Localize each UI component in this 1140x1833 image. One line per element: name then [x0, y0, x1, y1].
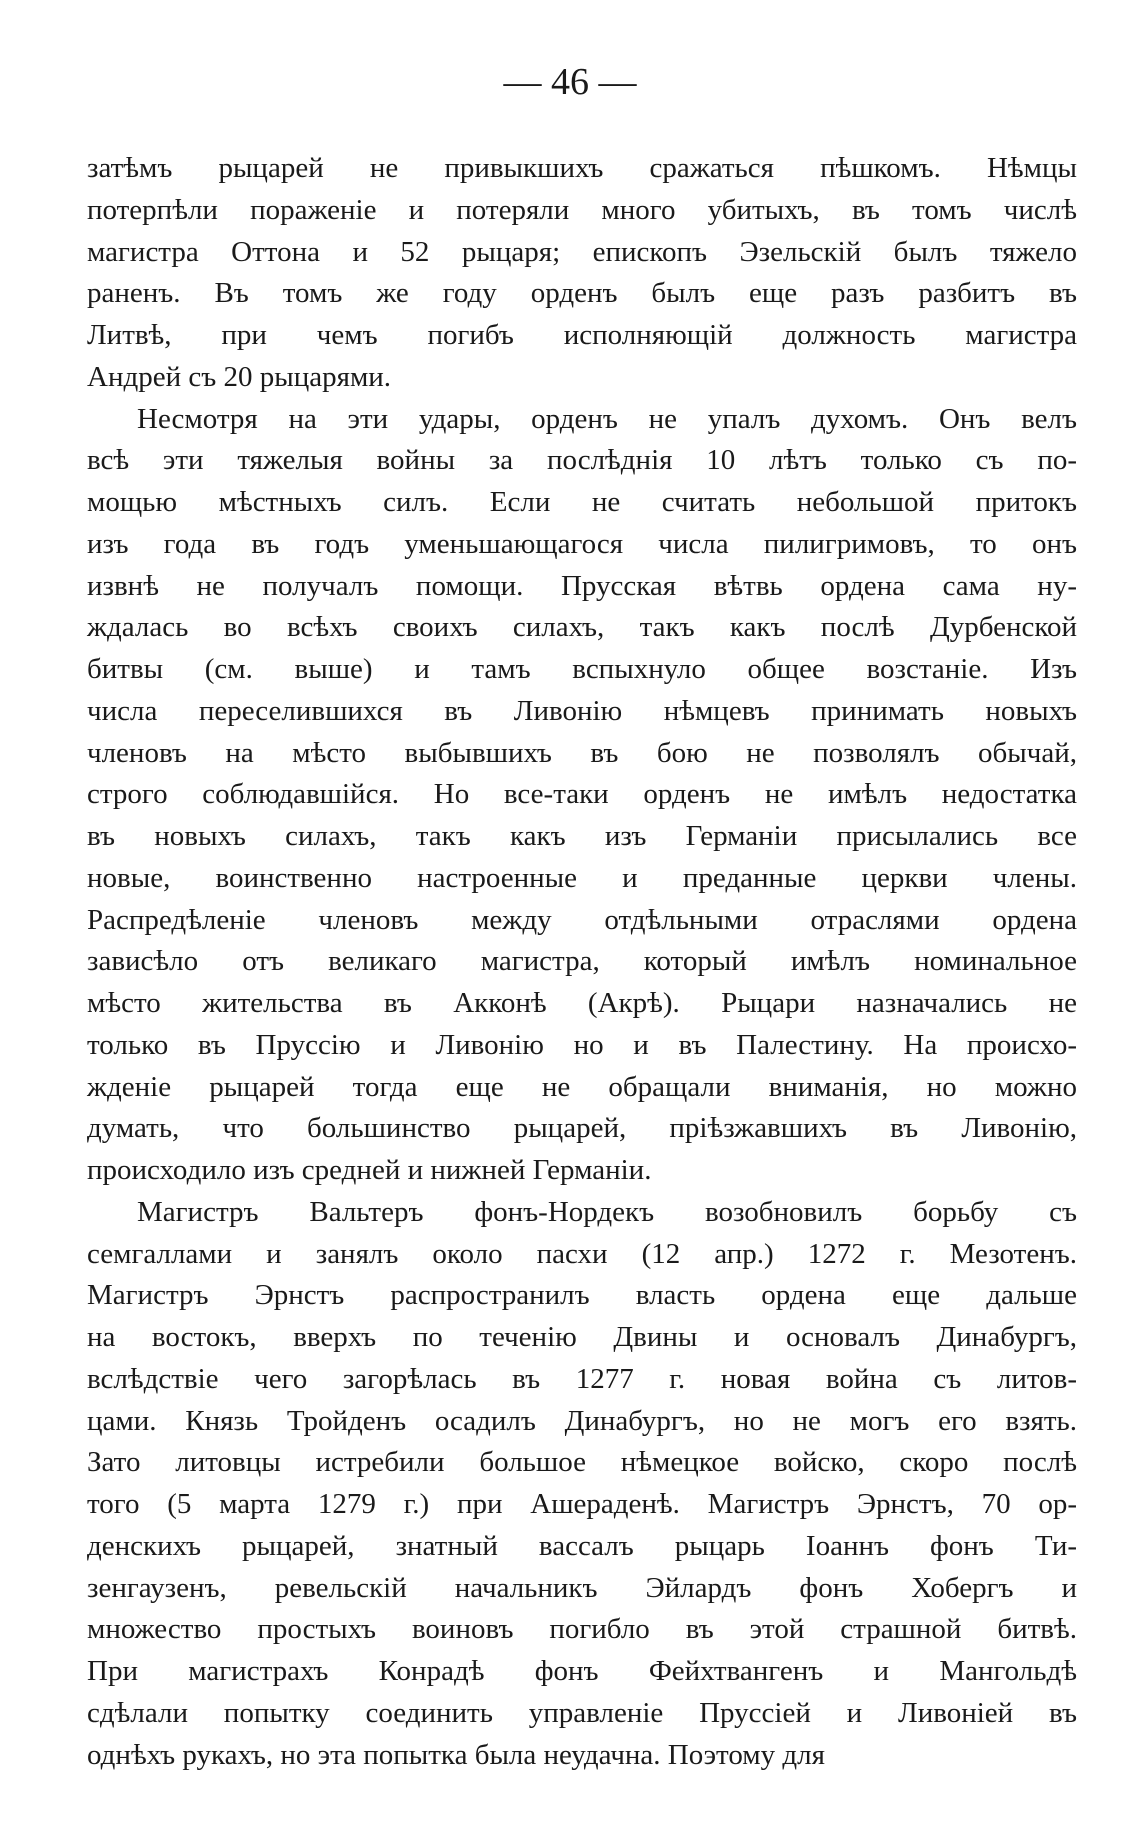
text-line: Андрей съ 20 рыцарями. [87, 360, 392, 393]
text-line: въ новыхъ силахъ, такъ какъ изъ Германіи присылались все [87, 820, 1077, 852]
text-line: на востокъ, вверхъ по теченію Двины и основалъ Динабургъ, [87, 1321, 1077, 1353]
text-line: затѣмъ рыцарей не привыкшихъ сражаться пѣшкомъ. Нѣмцы [87, 152, 1077, 184]
text-line: Магистръ Эрнстъ распространилъ власть ордена еще дальше [87, 1279, 1077, 1312]
text-line: строго соблюдавшійся. Но все-таки орденъ не имѣлъ недостатка [87, 778, 1077, 811]
text-line: Литвѣ, при чемъ погибъ исполняющій должность магистра [87, 319, 1077, 351]
text-line: множество простыхъ воиновъ погибло въ этой страшной битвѣ. [87, 1613, 1077, 1646]
text-line: цами. Князь Тройденъ осадилъ Динабургъ, но не могъ его взять. [87, 1404, 1077, 1437]
text-line: думать, что большинство рыцарей, пріѣзжавшихъ въ Ливонію, [87, 1112, 1077, 1145]
text-line: Магистръ Вальтеръ фонъ-Нордекъ возобновилъ борьбу съ [137, 1195, 1077, 1228]
text-line: происходило изъ средней и нижней Германіи. [87, 1154, 652, 1186]
text-line: числа переселившихся въ Ливонію нѣмцевъ принимать новыхъ [87, 694, 1077, 727]
text-line: денскихъ рыцарей, знатный вассалъ рыцарь Іоаннъ фонъ Ти- [87, 1529, 1077, 1562]
text-line: жденіе рыцарей тогда еще не обращали вниманія, но можно [87, 1070, 1077, 1103]
text-line: новые, воинственно настроенные и преданные церкви члены. [87, 861, 1077, 894]
text-line: Распредѣленіе членовъ между отдѣльными отраслями ордена [87, 903, 1077, 936]
text-line: того (5 марта 1279 г.) при Ашераденѣ. Магистръ Эрнстъ, 70 ор- [87, 1488, 1077, 1520]
paragraph-1 [87, 148, 1077, 399]
text-line: зависѣло отъ великаго магистра, который имѣлъ номинальное [87, 945, 1077, 978]
text-line: ждалась во всѣхъ своихъ силахъ, такъ какъ послѣ Дурбенской [87, 611, 1077, 644]
paragraph-2 [87, 399, 1077, 1192]
text-line: сдѣлали попытку соединить управленіе Пруссіей и Ливоніей въ [87, 1696, 1077, 1729]
text-line: семгаллами и занялъ около пасхи (12 апр.) 1272 г. Мезотенъ. [87, 1237, 1077, 1270]
text-line: членовъ на мѣсто выбывшихъ въ бою не позволялъ обычай, [87, 736, 1077, 769]
text-line: однѣхъ рукахъ, но эта попытка была неудачна. Поэтому для [87, 1738, 825, 1771]
text-line: извнѣ не получалъ помощи. Прусская вѣтвь ордена сама ну- [87, 569, 1077, 602]
text-line: магистра Оттона и 52 рыцаря; епископъ Эзельскій былъ тяжело [87, 235, 1077, 268]
text-line: мощью мѣстныхъ силъ. Если не считать небольшой притокъ [87, 486, 1077, 518]
text-line: битвы (см. выше) и тамъ вспыхнуло общее возстаніе. Изъ [87, 653, 1077, 685]
text-line: вслѣдствіе чего загорѣлась въ 1277 г. новая война съ литов- [87, 1362, 1077, 1395]
text-line: Зато литовцы истребили большое нѣмецкое войско, скоро послѣ [87, 1446, 1077, 1479]
page-number: — 46 — [503, 61, 637, 103]
text-line: При магистрахъ Конрадѣ фонъ Фейхтвангенъ и Мангольдѣ [87, 1655, 1077, 1687]
paragraph-3 [87, 1192, 1077, 1777]
text-line: изъ года въ годъ уменьшающагося числа пилигримовъ, то онъ [87, 527, 1077, 560]
body-text [87, 148, 1077, 1776]
text-line: зенгаузенъ, ревельскій начальникъ Эйлардъ фонъ Хобергъ и [87, 1571, 1077, 1604]
text-line: только въ Пруссію и Ливонію но и въ Палестину. На происхо- [87, 1028, 1077, 1061]
text-line: мѣсто жительства въ Акконѣ (Акрѣ). Рыцари назначались не [87, 987, 1077, 1019]
text-line: раненъ. Въ томъ же году орденъ былъ еще разъ разбитъ въ [87, 277, 1077, 310]
text-line: всѣ эти тяжелыя войны за послѣднія 10 лѣтъ только съ по- [87, 444, 1077, 477]
text-line: потерпѣли пораженіе и потеряли много убитыхъ, въ томъ числѣ [87, 193, 1077, 226]
text-line: Несмотря на эти удары, орденъ не упалъ духомъ. Онъ велъ [137, 402, 1077, 435]
